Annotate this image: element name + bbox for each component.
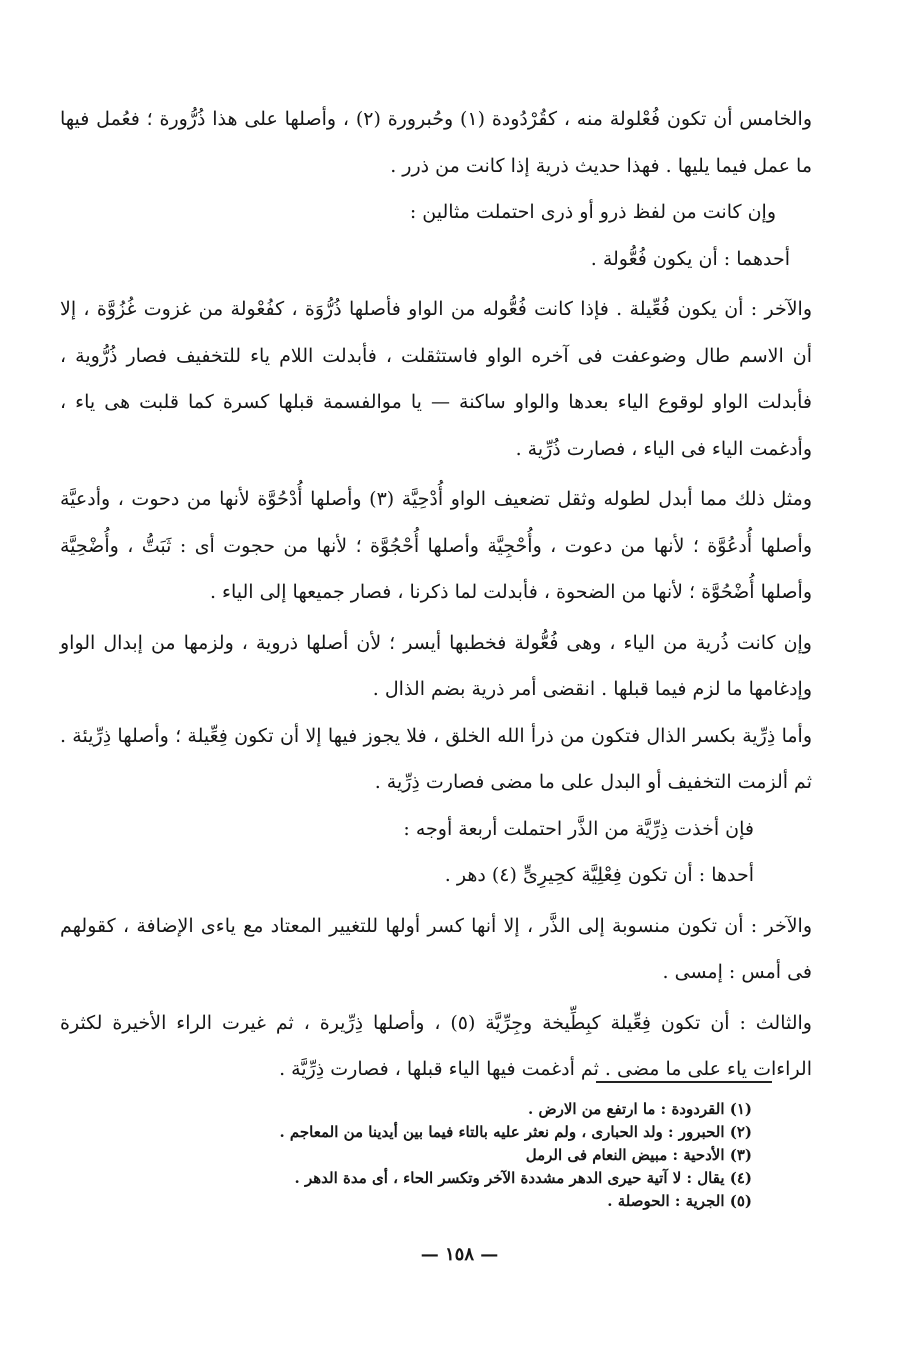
footnote-3: (٣) الأدحية : مبيض النعام فى الرمل	[525, 1146, 752, 1164]
paragraph-way-two: والآخر : أن تكون منسوبة إلى الذَّر ، إلا أنها كسر أولها للتغيير المعتاد مع ياءى الإضافة ، كقولهم فى أمس : إمسى .	[60, 914, 813, 983]
paragraph-similar-words: ومثل ذلك مما أبدل لطوله وثقل تضعيف الواو أُدْحِيَّة (٣) وأصلها أُدْحُوَّة لأنها من دحوت ، وأدعيَّة وأصلها أُدعُوَّة ؛ لأنها من دعوت ، وأُحْجِيَّة وأصلها أُحْجُوَّة ؛ لأنها من حجوت أى : ثَبَتُّ ، وأُضْحِيَّة وأصلها أُضْحُوَّة ؛ لأنها من الضحوة ، فأبدلت لما ذكرنا ، فصار جميعها إلى الياء .	[60, 488, 812, 603]
footnote-2: (٢) الحبرور : ولد الحبارى ، ولم نعثر عليه بالتاء فيما بين أيدينا من المعاجم .	[279, 1123, 752, 1141]
body-text	[60, 96, 812, 1093]
paragraph-four-ways: فإن أخذت ذِرِّيَّة من الذَّر احتملت أربعة أوجه :	[403, 817, 754, 840]
footnote-1: (١) القردودة : ما ارتفع من الارض .	[528, 1100, 752, 1118]
paragraph-way-one: أحدها : أن تكون فِعْلِيَّة كحِيرِىٍّ (٤) دهر .	[444, 864, 754, 886]
paragraph-fifth-pattern: والخامس أن تكون فُعْلولة منه ، كقُرْدُودة (١) وحُبرورة (٢) ، وأصلها على هذا ذُرُّورة ؛ فعُمل فيها ما عمل فيما يليها . فهذا حديث ذرية إذا كانت من ذرر .	[60, 108, 812, 177]
footnotes	[120, 1098, 752, 1213]
paragraph-first-pattern: أحدهما : أن يكون فُعُّولة .	[590, 247, 790, 270]
footnote-5: (٥) الجرية : الحوصلة .	[607, 1192, 752, 1210]
footnote-4: (٤) يقال : لا آتية حيرى الدهر مشددة الآخر وتكسر الحاء ، أى مدة الدهر .	[294, 1169, 752, 1187]
paragraph-kasra: وأما ذِرِّية بكسر الذال فتكون من ذرأ الله الخلق ، فلا يجوز فيها إلا أن تكون فِعِّيلة ؛ وأصلها ذِرِّيئة . ثم ألزمت التخفيف أو البدل على ما مضى فصارت ذِرِّية .	[60, 724, 812, 793]
page-number: — ١٥٨ —	[420, 1244, 499, 1265]
paragraph-way-three: والثالث : أن تكون فِعِّيلة كبِطِّيخة وجِرِّيَّة (٥) ، وأصلها ذِرِّيرة ، ثم غيرت الراء الأخيرة لكثرة الراءات ياء على ما مضى . ثم أدغمت فيها الياء قبلها ، فصارت ذِرِّيَّة .	[60, 1011, 812, 1080]
paragraph-second-pattern: والآخر : أن يكون فُعِّيلة . فإذا كانت فُعُّوله من الواو فأصلها ذُرُّوَة ، كفُعْولة من غزوت غُزُوَّة ، إلا أن الاسم طال وضوعفت فى آخره الواو فاستثقلت ، فأبدلت اللام ياء للتخفيف فصار ذُرُّوية ، فأبدلت الواو لوقوع الياء بعدها والواو ساكنة — يا موالفسمة قبلها كسرة كما قلبت هى ياء ، وأدغمت الياء فى الياء ، فصارت ذُرِّية .	[60, 298, 812, 460]
paragraph-two-patterns: وإن كانت من لفظ ذرو أو ذرى احتملت مثالين :	[409, 201, 776, 223]
footnote-separator	[596, 1081, 772, 1083]
paragraph-from-ya: وإن كانت ذُرية من الياء ، وهى فُعُّولة فخطبها أيسر ؛ لأن أصلها ذروية ، ولزمها من إبدال الواو وإدغامها ما لزم فيما قبلها . انقضى أمر ذرية بضم الذال .	[60, 631, 812, 700]
